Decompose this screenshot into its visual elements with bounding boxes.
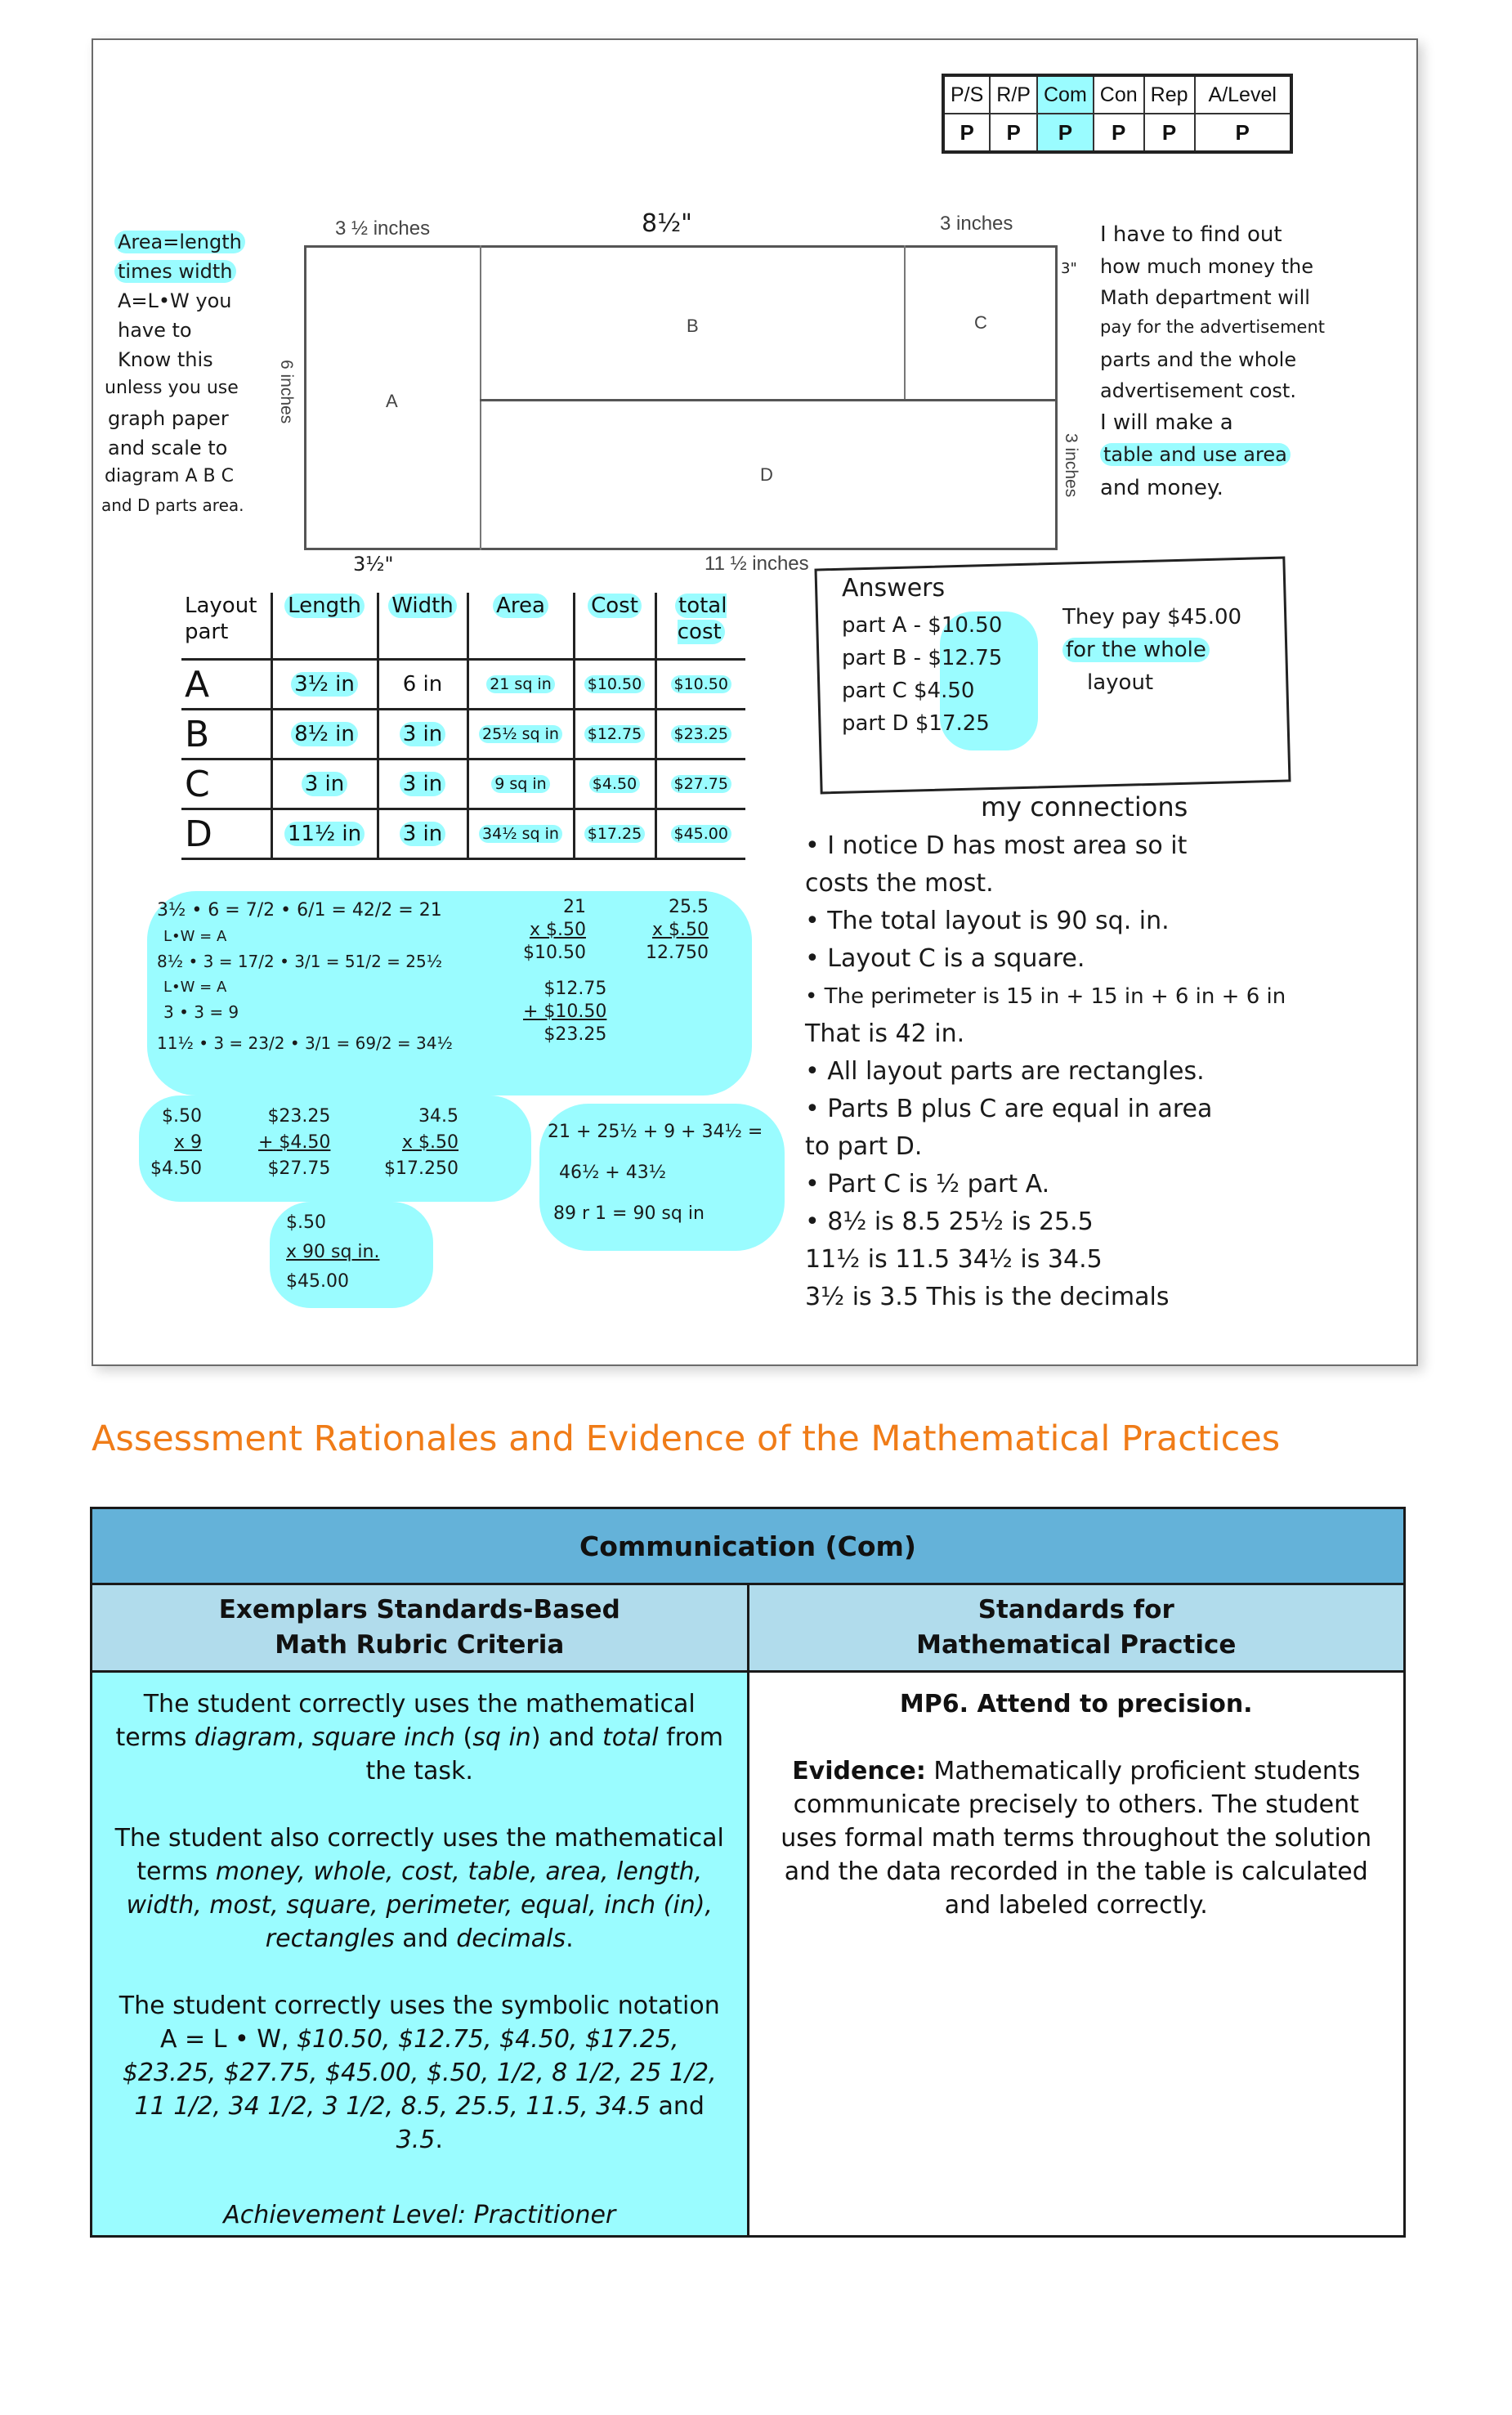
diagram-label-d-height: 3 inches xyxy=(1062,433,1080,498)
cell-area: 25½ sq in xyxy=(479,725,562,743)
connection-item: to part D. xyxy=(805,1132,923,1161)
score-value-alevel: P xyxy=(1195,114,1291,152)
calc-value: 21 + 25½ + 9 + 34½ = xyxy=(548,1122,763,1142)
score-value-ps: P xyxy=(943,114,990,152)
connection-item: • All layout parts are rectangles. xyxy=(805,1057,1205,1086)
cell-length: 11½ in xyxy=(284,822,365,846)
note-line: Know this xyxy=(118,348,213,371)
calc-line: L•W = A xyxy=(163,979,227,996)
cell-length: 3½ in xyxy=(291,672,358,697)
score-value-row xyxy=(943,114,1291,152)
note-line: have to xyxy=(118,319,192,342)
term: total xyxy=(602,1723,659,1752)
cell-cost: $12.75 xyxy=(584,725,645,743)
score-header-rp: R/P xyxy=(990,75,1037,114)
calc-line: 11½ • 3 = 23/2 • 3/1 = 69/2 = 34½ xyxy=(157,1033,453,1053)
text: The student correctly uses the symbolic notation A = L • W, xyxy=(119,1992,720,2054)
note-line: and D parts area. xyxy=(101,495,244,515)
answer-summary: They pay $45.00 xyxy=(1062,605,1242,630)
note-line: how much money the xyxy=(1100,255,1314,278)
calc-value: $12.75 xyxy=(544,979,607,999)
cell-area: 34½ sq in xyxy=(479,825,562,843)
cell-width: 3 in xyxy=(400,822,446,846)
diagram-label-d-length: 11 ½ inches xyxy=(705,553,809,575)
note-line: unless you use xyxy=(105,378,239,398)
connection-item: • Layout C is a square. xyxy=(805,944,1085,973)
col-total-cost: total cost xyxy=(675,594,727,644)
score-value-rep: P xyxy=(1144,114,1195,152)
note-line: Area=length xyxy=(114,231,245,253)
evidence-label: Evidence: xyxy=(792,1757,926,1785)
connection-item: That is 42 in. xyxy=(805,1019,965,1048)
rubric-left-header xyxy=(92,1584,749,1672)
note-line: times width xyxy=(114,260,236,283)
cell-total: $45.00 xyxy=(671,825,731,843)
cell-part: B xyxy=(181,710,271,759)
cell-area: 21 sq in xyxy=(486,675,555,693)
note-line: and scale to xyxy=(108,437,228,459)
calc-value: $17.250 xyxy=(384,1158,459,1179)
calc-mult-d xyxy=(384,1104,459,1182)
calc-line: 8½ • 3 = 17/2 • 3/1 = 51/2 = 25½ xyxy=(157,952,443,971)
connections-list xyxy=(805,827,1286,1316)
criteria-paragraph-2 xyxy=(112,1821,727,1956)
score-header-com: Com xyxy=(1037,75,1094,114)
score-header-row xyxy=(943,75,1291,114)
term: sq in xyxy=(472,1723,531,1752)
diagram-divider-a xyxy=(480,245,481,550)
student-data-table xyxy=(181,593,745,860)
text: ( xyxy=(455,1723,473,1752)
rubric-right-header-line: Mathematical Practice xyxy=(916,1630,1237,1660)
calc-value: + $10.50 xyxy=(523,1001,607,1022)
table-row xyxy=(181,759,745,809)
score-value-con: P xyxy=(1094,114,1144,152)
text: from the task. xyxy=(365,1723,723,1785)
diagram-right-edge xyxy=(1055,245,1058,550)
cell-width: 3 in xyxy=(400,772,446,796)
cell-cost: $4.50 xyxy=(589,775,640,793)
diagram-part-a: A xyxy=(386,391,398,411)
score-table xyxy=(942,74,1293,154)
diagram-top-edge xyxy=(304,245,1058,248)
answer-part-d: part D $17.25 xyxy=(842,711,990,736)
answer-summary: for the whole xyxy=(1062,638,1210,662)
calc-value: $23.25 xyxy=(544,1024,607,1045)
connection-item: • I notice D has most area so it xyxy=(805,831,1188,860)
calc-line: 3½ • 6 = 7/2 • 6/1 = 42/2 = 21 xyxy=(157,900,442,921)
cell-part: C xyxy=(181,759,271,809)
table-row xyxy=(181,809,745,859)
calc-mult-b xyxy=(646,896,709,965)
note-line: Math department will xyxy=(1100,286,1310,309)
rubric-right-header xyxy=(748,1584,1405,1672)
connection-item: • Parts B plus C are equal in area xyxy=(805,1095,1213,1123)
calc-mult-a xyxy=(523,896,586,965)
col-cost: Cost xyxy=(588,594,642,618)
answer-part-a: part A - $10.50 xyxy=(842,613,1003,638)
calc-value: 34.5 xyxy=(418,1106,459,1127)
calc-value: $.50 xyxy=(286,1212,326,1233)
calc-value: x 90 sq in. xyxy=(286,1242,380,1262)
calc-value: x 9 xyxy=(173,1132,202,1153)
calc-sum-2 xyxy=(258,1104,330,1182)
connection-item: 11½ is 11.5 34½ is 34.5 xyxy=(805,1245,1103,1274)
note-line: A=L•W you xyxy=(118,289,232,312)
note-line: graph paper xyxy=(108,407,229,430)
calc-value: 12.750 xyxy=(646,943,709,963)
diagram-label-c-height: 3" xyxy=(1061,260,1077,277)
score-value-com: P xyxy=(1037,114,1094,152)
diagram-label-a-height: 6 inches xyxy=(277,360,296,424)
calc-value: + $4.50 xyxy=(258,1132,331,1153)
diagram-label-a-width: 3 ½ inches xyxy=(335,217,431,240)
calc-value: x $.50 xyxy=(529,920,586,940)
cell-area: 9 sq in xyxy=(491,775,549,793)
text: . xyxy=(435,2126,443,2154)
rubric-left-header-line: Math Rubric Criteria xyxy=(275,1630,565,1660)
connection-item: • The total layout is 90 sq. in. xyxy=(805,907,1170,935)
calc-value: x $.50 xyxy=(401,1132,459,1153)
score-header-con: Con xyxy=(1094,75,1144,114)
calc-value: $27.75 xyxy=(267,1158,331,1179)
criteria-paragraph-3 xyxy=(112,1989,727,2157)
cell-length: 3 in xyxy=(302,772,348,796)
cell-part: A xyxy=(181,660,271,710)
diagram-divider-mid xyxy=(480,399,1057,401)
connection-item: • 8½ is 8.5 25½ is 25.5 xyxy=(805,1208,1094,1236)
calc-sum-1 xyxy=(523,978,606,1046)
cell-part: D xyxy=(181,809,271,859)
connection-item: 3½ is 3.5 This is the decimals xyxy=(805,1283,1170,1311)
rubric-category: Communication (Com) xyxy=(92,1508,1405,1584)
col-area: Area xyxy=(493,594,548,618)
term: square inch xyxy=(311,1723,455,1752)
calc-total-area xyxy=(548,1112,763,1234)
term: diagram xyxy=(194,1723,297,1752)
cell-width: 3 in xyxy=(400,722,446,746)
evidence-paragraph xyxy=(769,1754,1385,1922)
score-header-alevel: A/Level xyxy=(1195,75,1291,114)
terms: money, whole, cost, table, area, length, width, most, square, perimeter, equal, inch (in), rectangles xyxy=(126,1857,713,1953)
score-header-rep: Rep xyxy=(1144,75,1195,114)
col-width: Width xyxy=(388,594,457,618)
calc-value: 25.5 xyxy=(669,897,709,917)
col-length: Length xyxy=(284,594,365,618)
standard-title: MP6. Attend to precision. xyxy=(899,1690,1253,1718)
cell-cost: $10.50 xyxy=(584,675,645,693)
note-line: diagram A B C xyxy=(105,466,234,486)
note-line: advertisement cost. xyxy=(1100,379,1296,402)
achievement-level: Achievement Level: Practitioner xyxy=(223,2201,616,2229)
diagram-part-b: B xyxy=(687,316,699,336)
calc-value: $23.25 xyxy=(267,1106,331,1127)
calc-mult-c xyxy=(150,1104,202,1182)
calc-value: 46½ + 43½ xyxy=(559,1163,667,1183)
criteria-paragraph-1 xyxy=(112,1687,727,1788)
calc-value: $.50 xyxy=(162,1106,202,1127)
diagram-left-edge xyxy=(304,245,306,550)
connection-item: • Part C is ½ part A. xyxy=(805,1170,1050,1199)
calc-line: 3 • 3 = 9 xyxy=(163,1002,239,1022)
diagram-label-a-bottom: 3½" xyxy=(353,553,394,576)
rubric-criteria-cell xyxy=(92,1672,749,2237)
calc-value: 21 xyxy=(562,897,586,917)
diagram-label-c-width: 3 inches xyxy=(940,213,1013,235)
notation-values: $10.50, $12.75, $4.50, $17.25, $23.25, $27.75, $45.00, $.50, 1/2, 8 1/2, 25 1/2, 11 1/2, 34 1/2, 3 1/2, 8.5, 25.5, 11.5, 34.5 xyxy=(122,2025,717,2121)
calc-value: $45.00 xyxy=(286,1271,349,1292)
calc-total-cost xyxy=(286,1208,379,1297)
answer-part-b: part B - $12.75 xyxy=(842,646,1003,670)
table-row xyxy=(181,660,745,710)
rubric-standards-cell xyxy=(748,1672,1405,2237)
note-line: table and use area xyxy=(1100,443,1291,466)
diagram-bottom-edge xyxy=(304,548,1058,550)
text: The student correctly uses the mathematical terms xyxy=(115,1690,696,1752)
score-value-rp: P xyxy=(990,114,1037,152)
cell-length: 8½ in xyxy=(291,722,358,746)
text: and xyxy=(650,2092,705,2121)
calc-value: $4.50 xyxy=(150,1158,202,1179)
evidence-text: Mathematically proficient students communicate precisely to others. The student uses formal math terms throughout the solution and the data recorded in the table is calculated and labeled correctly. xyxy=(781,1757,1372,1920)
connection-item: • The perimeter is 15 in + 15 in + 6 in + 6 in xyxy=(805,984,1286,1009)
text: and xyxy=(394,1924,457,1953)
connections-title: my connections xyxy=(981,791,1188,822)
note-line: parts and the whole xyxy=(1100,348,1297,371)
answer-part-c: part C $4.50 xyxy=(842,679,975,703)
diagram-divider-bc xyxy=(904,245,906,401)
term: decimals xyxy=(456,1924,566,1953)
diagram-label-b-length: 8½" xyxy=(642,209,692,238)
note-line: pay for the advertisement xyxy=(1100,317,1326,337)
text: . xyxy=(566,1924,574,1953)
rubric-left-header-line: Exemplars Standards-Based xyxy=(218,1595,620,1624)
cell-total: $10.50 xyxy=(671,675,731,693)
calc-value: 89 r 1 = 90 sq in xyxy=(553,1203,705,1224)
diagram-part-d: D xyxy=(760,464,773,485)
cell-width: 6 in xyxy=(378,660,467,710)
rubric-right-header-line: Standards for xyxy=(977,1595,1174,1624)
cell-total: $23.25 xyxy=(671,725,731,743)
text: , xyxy=(296,1723,312,1752)
col-layout-part: Layout part xyxy=(181,593,271,660)
table-row xyxy=(181,710,745,759)
section-title: Assessment Rationales and Evidence of the Mathematical Practices xyxy=(92,1418,1281,1459)
answer-summary: layout xyxy=(1087,670,1154,695)
calc-value: x $.50 xyxy=(651,920,709,940)
calc-value: $10.50 xyxy=(523,943,586,963)
answers-title: Answers xyxy=(842,574,946,603)
rubric-table xyxy=(90,1507,1406,2238)
cell-total: $27.75 xyxy=(671,775,731,793)
diagram-part-c: C xyxy=(974,312,987,333)
notation-value: 3.5 xyxy=(396,2126,436,2154)
text: The student also correctly uses the mathematical terms xyxy=(114,1824,724,1886)
note-line: I will make a xyxy=(1100,410,1233,435)
text: ) and xyxy=(530,1723,603,1752)
cell-cost: $17.25 xyxy=(584,825,645,843)
note-line: and money. xyxy=(1100,476,1223,500)
calc-line: L•W = A xyxy=(163,928,227,945)
score-header-ps: P/S xyxy=(943,75,990,114)
note-line: I have to find out xyxy=(1100,222,1282,247)
table-header-row xyxy=(181,593,745,660)
connection-item: costs the most. xyxy=(805,869,994,898)
